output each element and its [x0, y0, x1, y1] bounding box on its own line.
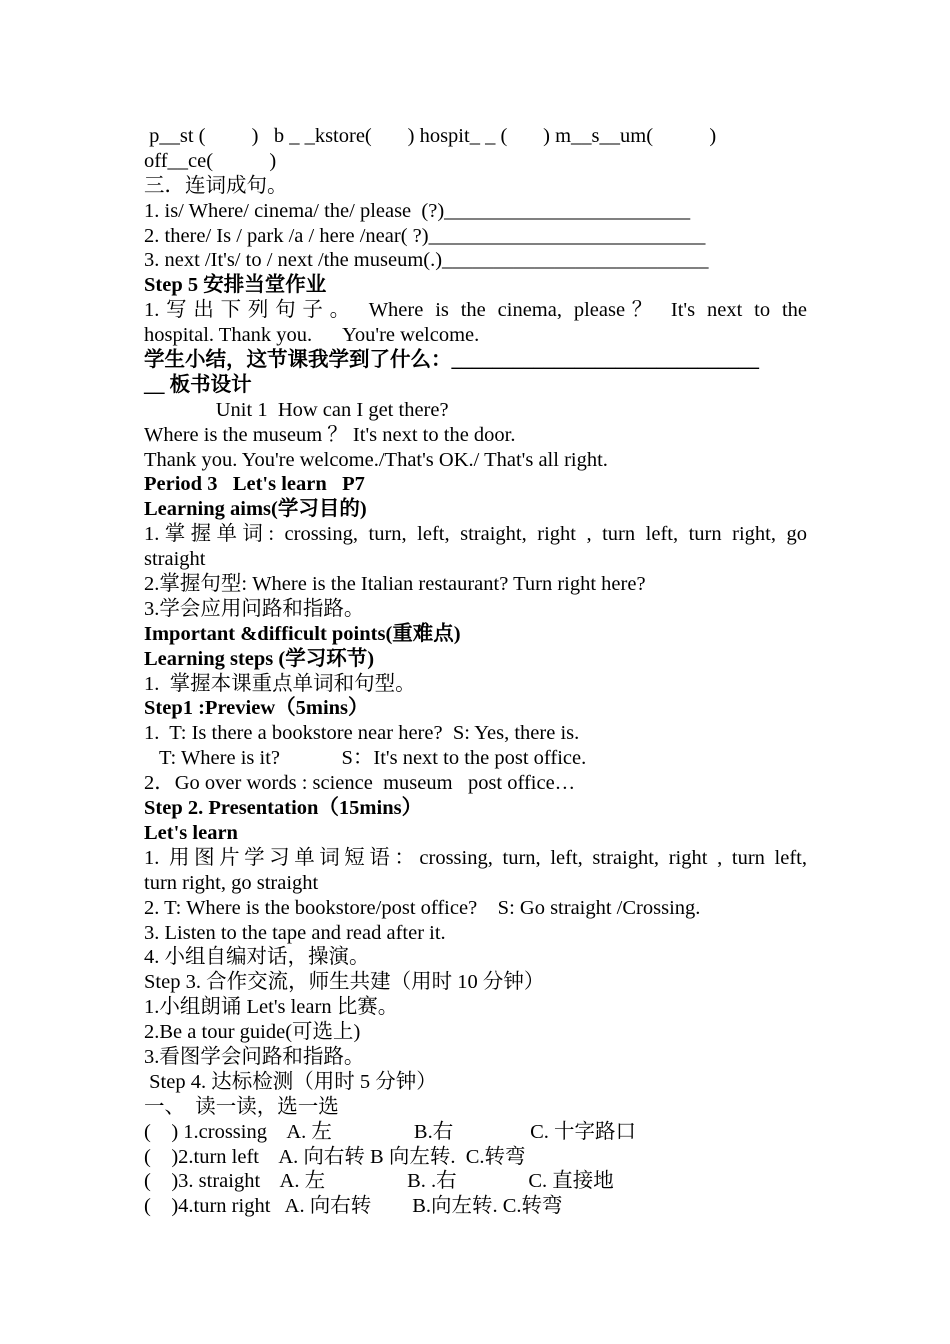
step2-presentation-heading: Step 2. Presentation（15mins）	[144, 797, 423, 820]
sentence-item-2: 2. there/ Is / park /a / here /near( ?)___________________________	[144, 224, 706, 247]
board-design-heading: __ 板书设计	[144, 373, 252, 396]
fill-in-letters-line-1: p__st ( ) b _ _kstore( ) hospit_ _ ( ) m__s__um( )	[144, 125, 717, 147]
homework-line-1: 1.写出下列句子。 Where is the cinema, please？ It's next to the	[144, 299, 807, 322]
fill-in-letters-line-2: off__ce( )	[144, 149, 277, 172]
period3-heading: Period 3 Let's learn P7	[144, 473, 365, 496]
quiz-item-2: ( )2.turn left A. 向右转 B 向左转. C.转弯	[144, 1145, 526, 1168]
step5-heading: Step 5 安排当堂作业	[144, 274, 327, 297]
presentation-item-1-line-2: turn right, go straight	[144, 871, 319, 894]
preview-go-over-words: 2．Go over words : science museum post office…	[144, 772, 576, 795]
presentation-item-4: 4. 小组自编对话，操演。	[144, 946, 370, 969]
presentation-item-2: 2. T: Where is the bookstore/post office? S: Go straight /Crossing.	[144, 896, 701, 919]
quiz-item-4: ( )4.turn right A. 向右转 B.向左转. C.转弯	[144, 1195, 563, 1218]
sentence-item-1: 1. is/ Where/ cinema/ the/ please (?)________________________	[144, 199, 691, 222]
sentence-item-3: 3. next /It's/ to / next /the museum(.)__________________________	[144, 249, 709, 272]
preview-dialogue-1: 1. T: Is there a bookstore near here? S: Yes, there is.	[144, 722, 580, 745]
quiz-section-heading: 一、 读一读，选一选	[144, 1095, 339, 1118]
aim-words-line-2: straight	[144, 548, 206, 571]
learning-steps-heading: Learning steps (学习环节)	[144, 647, 375, 670]
board-sentence-1: Where is the museum ？ It's next to the door.	[144, 423, 516, 446]
aim-words-line-1: 1.掌握单词: crossing, turn, left, straight, right , turn left, turn right, go	[144, 523, 807, 546]
presentation-item-3: 3. Listen to the tape and read after it.	[144, 921, 446, 944]
step3-item-3: 3.看图学会问路和指路。	[144, 1045, 365, 1068]
aim-sentences: 2.掌握句型: Where is the Italian restaurant? Turn right here?	[144, 573, 646, 596]
student-summary-line: 学生小结，这节课我学到了什么：______________________________	[144, 349, 759, 372]
aim-usage: 3.学会应用问路和指路。	[144, 597, 365, 620]
board-unit-title: Unit 1 How can I get there?	[144, 398, 449, 421]
learning-aims-heading: Learning aims(学习目的)	[144, 498, 367, 521]
lets-learn-heading: Let's learn	[144, 821, 238, 844]
presentation-item-1-line-1: 1. 用图片学习单词短语：crossing, turn, left, straight, right , turn left,	[144, 846, 807, 869]
quiz-item-1: ( ) 1.crossing A. 左 B.右 C. 十字路口	[144, 1120, 636, 1143]
step3-heading: Step 3. 合作交流，师生共建（用时 10 分钟）	[144, 971, 545, 994]
step4-heading: Step 4. 达标检测（用时 5 分钟）	[144, 1070, 437, 1093]
board-sentence-2: Thank you. You're welcome./That's OK./ That's all right.	[144, 448, 608, 471]
document-page	[144, 124, 807, 1219]
preview-dialogue-2: T: Where is it? S：It's next to the post office.	[144, 747, 587, 770]
section-heading-sentence-building: 三．连词成句。	[144, 174, 288, 197]
key-points-heading: Important &difficult points(重难点)	[144, 622, 461, 645]
step1-preview-heading: Step1 :Preview（5mins）	[144, 697, 369, 720]
step3-item-1: 1.小组朗诵 Let's learn 比赛。	[144, 996, 399, 1019]
learning-step-1: 1. 掌握本课重点单词和句型。	[144, 672, 416, 695]
homework-line-2: hospital. Thank you. You're welcome.	[144, 324, 480, 347]
quiz-item-3: ( )3. straight A. 左 B. .右 C. 直接地	[144, 1170, 614, 1193]
step3-item-2: 2.Be a tour guide(可选上)	[144, 1021, 361, 1044]
